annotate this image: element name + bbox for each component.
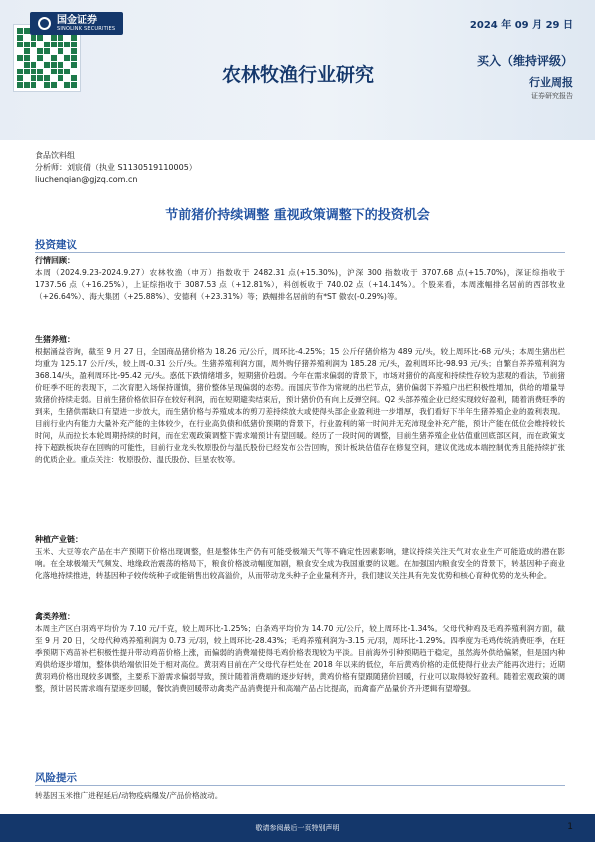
subsection-poultry: 禽类养殖： xyxy=(35,612,75,621)
page-number: 1 xyxy=(567,822,573,832)
subsection-planting-chain: 种植产业链： xyxy=(35,535,83,544)
subsection-pig-farming: 生猪养殖： xyxy=(35,335,75,344)
logo-name-cn: 国金证券 xyxy=(57,15,97,26)
analyst-name: 分析师：刘宸倩（执业 S1130519110005） xyxy=(35,163,197,172)
paragraph-poultry: 本周主产区白羽鸡平均价为 7.10 元/千克，较上周环比-1.25%；白条鸡平均价为 14.70 元/公斤，较上周环比-1.34%。父母代种鸡及毛鸡养殖利润方面，截至 9 月 20 日，父母代种鸡养殖利润为 0.73 元/羽，较上周环比-28.43%；毛鸡养殖利润为-3.15 元/羽，周环比-1.29%。四季度为毛鸡传统消费旺季，在旺季预期下鸡苗补栏积极性提升带动鸡苗价格上涨，而偏弱的消费端使得毛鸡价格表现较为平淡。目前海外引种预期趋于稳定，虽然海外供给偏紧，但是国内种鸡供给逐步增加，整体供给端依旧处于相对高位。黄羽鸡目前在产父母代存栏处在 2018 年以来的低位，年后黄鸡价格的走低使得行业去产能再次进行；近期黄羽鸡价格出现较多调整，主要系下游需求偏弱导致，预计随着消费端的逐步好转，黄鸡价格有望跟随猪价回暖，行业可以取得较好盈利。随着宏观政策的调整，预计居民需求端有望逐步回暖，餐饮消费回暖带动禽类产品消费提升和高端产品占比提高，而禽畜产品量价齐升逻辑有望增强。 xyxy=(35,624,565,693)
footer-disclaimer[interactable]: 敬请参阅最后一页特别声明 xyxy=(255,824,340,832)
paragraph-planting-chain: 玉米、大豆等农产品在丰产预期下价格出现调整，但是整体生产仍有可能受极端天气等不确定性因素影响，建议持续关注天气对农业生产可能造成的潜在影响。在全球极端天气频发、地缘政治震荡的格局下，粮食价格波动幅度加剧，粮食安全成为我国重要的议题。在加强国内粮食安全的背景下，转基因种子商业化落地持续推进，转基因种子较传统种子或能销售出较高溢价，从而带动龙头种子企业量利齐升，我们建议关注具有先发优势和核心育种优势的龙头种企。 xyxy=(35,547,565,580)
subsection-market-review: 行情回顾： xyxy=(35,256,75,265)
header-banner xyxy=(0,0,595,140)
industry-title: 农林牧渔行业研究 xyxy=(222,64,375,86)
logo-circle-icon xyxy=(38,17,51,30)
paragraph-pig-farming: 根据涌益咨询，截至 9 月 27 日，全国商品猪价格为 18.26 元/公斤，周环比-4.25%；15 公斤仔猪价格为 489 元/头，较上周环比-68 元/头；本周生猪出栏均重为 125.17 公斤/头，较上周-0.31 公斤/头。生猪养殖利润方面，周外购仔猪养殖利润为 185.28 元/头，盈利周环比-98.93 元/头；自繁自养养殖利润为 368.14/头，盈利周环比-95.42 元/头。惑低下跌情绪增多，短期猪价趋弱。今年在需求偏弱的背景下，市场对猪价的高度和持续性存较为悲观的看法，节前猪价旺季不旺的表现下，二次育肥入场保持谨慎，猪价整体呈现偏弱的态势。而国庆节作为常规的出栏节点，猪价偏弱下养殖户出栏积极性增加，供给的增量导致猪价持续走弱。目前生猪价格依旧存在较好利润，而在短期避卖结束后，预计猪价仍有向上反弹空间。Q2 头部养殖企业已经实现较好盈利，随着消费旺季的到来，生猪供需缺口有望进一步放大，而生猪价格与养殖成本的剪刀差持续放大或使得头部企业盈利进一步增厚，我们看好下半年生猪养殖企业的盈利表现。目前行业内有能力大量补充产能的主体较少，在行业高负债和低猪价预期的背景下，行业盈利的第一时间并无充沛现金补充产能，预计产能在低位会维持较长时间，从而拉长本轮周期持续的时间，而在宏观政策调整下需求端预计有望回暖。经历了一段时间的调整，目前生猪养殖企业估值重回底部区间，而在政策支持下超跌板块存在回购的可能性，目前行业龙头牧原股份与温氏股份已经发布公告回购，预计板块估值存在修复空间，建议优选成本端控制优秀且能持续扩张的优质企业。重点关注：牧原股份、温氏股份、巨星农牧等。 xyxy=(35,347,565,464)
author-block xyxy=(35,150,197,186)
paragraph-risk-warning: 转基因玉米推广进程延后/动物疫病爆发/产品价格波动。 xyxy=(35,791,223,800)
report-subtype: 证券研究报告 xyxy=(531,92,573,100)
analyst-email[interactable]: liuchenqian@gjzq.com.cn xyxy=(35,175,138,184)
section-investment-advice: 投资建议 xyxy=(35,239,77,251)
section-divider xyxy=(35,785,565,786)
section-risk-warning: 风险提示 xyxy=(35,772,77,784)
report-headline: 节前猪价持续调整 重视政策调整下的投资机会 xyxy=(165,208,430,223)
logo-name-en: SINOLINK SECURITIES xyxy=(57,26,116,32)
report-date: 2024 年 09 月 29 日 xyxy=(469,20,573,31)
rating-label: 买入（维持评级） xyxy=(476,54,573,68)
research-group: 食品饮料组 xyxy=(35,151,75,160)
company-logo xyxy=(30,12,123,35)
paragraph-market-review: 本周（2024.9.23-2024.9.27）农林牧渔（申万）指数收于 2482.31 点(+15.30%)，沪深 300 指数收于 3707.68 点(+15.70%)，深证综指收于 1737.56 点（+16.25%），上证综指收于 3087.53 点（+12.81%），科创板收于 740.02 点（+14.14%）。个股来看，本周涨幅排名居前的西部牧业（+26.64%）、海大集团（+25.88%）、安德利（+23.31%）等；跌幅排名居前的有*ST 傲农(-0.29%)等。 xyxy=(35,268,565,301)
section-divider xyxy=(35,252,565,253)
report-type: 行业周报 xyxy=(529,76,573,89)
footer-bar xyxy=(0,814,595,842)
